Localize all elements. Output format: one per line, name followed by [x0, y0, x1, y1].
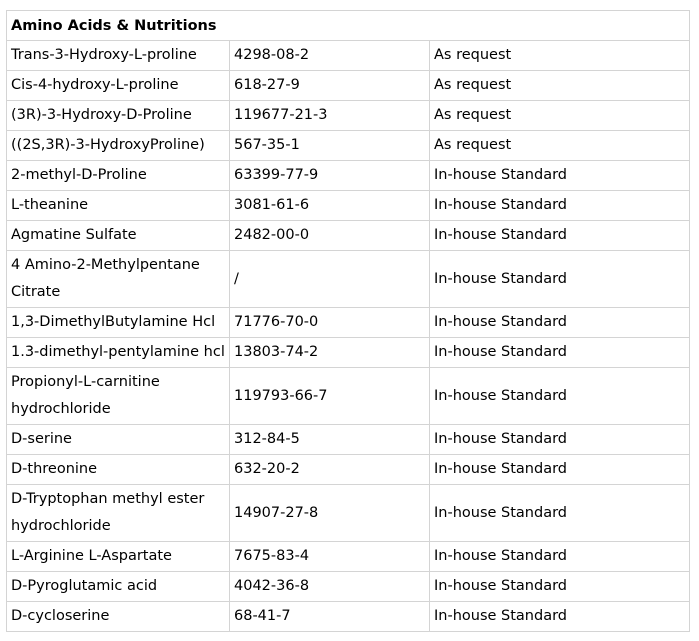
cas-number-cell: 68-41-7	[230, 602, 430, 632]
compound-name-cell: ((2S,3R)-3-HydroxyProline)	[7, 131, 230, 161]
table-row	[7, 368, 690, 425]
table-row	[7, 131, 690, 161]
cas-number-cell: 13803-74-2	[230, 338, 430, 368]
compound-name-cell: D-Tryptophan methyl ester hydrochloride	[7, 485, 230, 542]
cas-number-cell: 7675-83-4	[230, 542, 430, 572]
cas-number-cell: 618-27-9	[230, 71, 430, 101]
table-row	[7, 71, 690, 101]
compound-name-cell: Cis-4-hydroxy-L-proline	[7, 71, 230, 101]
table-row	[7, 542, 690, 572]
standard-cell: In-house Standard	[430, 602, 690, 632]
compound-name-cell: D-Pyroglutamic acid	[7, 572, 230, 602]
table-title: Amino Acids & Nutritions	[7, 11, 690, 41]
standard-cell: In-house Standard	[430, 425, 690, 455]
table-row	[7, 251, 690, 308]
standard-cell: In-house Standard	[430, 191, 690, 221]
table-row	[7, 455, 690, 485]
compound-name-cell: Propionyl-L-carnitine hydrochloride	[7, 368, 230, 425]
compound-name-cell: 2-methyl-D-Proline	[7, 161, 230, 191]
table-title-row	[7, 11, 690, 41]
compound-name-cell: D-cycloserine	[7, 602, 230, 632]
standard-cell: In-house Standard	[430, 161, 690, 191]
standard-cell: In-house Standard	[430, 542, 690, 572]
standard-cell: As request	[430, 71, 690, 101]
compound-name-cell: L-theanine	[7, 191, 230, 221]
table-row	[7, 221, 690, 251]
table-row	[7, 191, 690, 221]
cas-number-cell: 4298-08-2	[230, 41, 430, 71]
standard-cell: In-house Standard	[430, 251, 690, 308]
product-table	[6, 10, 690, 632]
compound-name-cell: Trans-3-Hydroxy-L-proline	[7, 41, 230, 71]
table-row	[7, 485, 690, 542]
standard-cell: In-house Standard	[430, 368, 690, 425]
cas-number-cell: 63399-77-9	[230, 161, 430, 191]
table-row	[7, 101, 690, 131]
standard-cell: In-house Standard	[430, 221, 690, 251]
cas-number-cell: 2482-00-0	[230, 221, 430, 251]
cas-number-cell: 119793-66-7	[230, 368, 430, 425]
compound-name-cell: D-threonine	[7, 455, 230, 485]
table-row	[7, 425, 690, 455]
table-row	[7, 308, 690, 338]
cas-number-cell: 71776-70-0	[230, 308, 430, 338]
cas-number-cell: 312-84-5	[230, 425, 430, 455]
cas-number-cell: /	[230, 251, 430, 308]
compound-name-cell: L-Arginine L-Aspartate	[7, 542, 230, 572]
table-row	[7, 338, 690, 368]
cas-number-cell: 14907-27-8	[230, 485, 430, 542]
compound-name-cell: Agmatine Sulfate	[7, 221, 230, 251]
cas-number-cell: 567-35-1	[230, 131, 430, 161]
table-row	[7, 161, 690, 191]
standard-cell: In-house Standard	[430, 572, 690, 602]
standard-cell: As request	[430, 41, 690, 71]
cas-number-cell: 632-20-2	[230, 455, 430, 485]
cas-number-cell: 4042-36-8	[230, 572, 430, 602]
standard-cell: In-house Standard	[430, 308, 690, 338]
product-table-container	[6, 10, 689, 632]
table-row	[7, 602, 690, 632]
compound-name-cell: 1,3-DimethylButylamine Hcl	[7, 308, 230, 338]
table-row	[7, 41, 690, 71]
table-row	[7, 572, 690, 602]
cas-number-cell: 3081-61-6	[230, 191, 430, 221]
compound-name-cell: (3R)-3-Hydroxy-D-Proline	[7, 101, 230, 131]
standard-cell: As request	[430, 101, 690, 131]
compound-name-cell: 1.3-dimethyl-pentylamine hcl	[7, 338, 230, 368]
compound-name-cell: 4 Amino-2-Methylpentane Citrate	[7, 251, 230, 308]
cas-number-cell: 119677-21-3	[230, 101, 430, 131]
standard-cell: In-house Standard	[430, 455, 690, 485]
standard-cell: In-house Standard	[430, 338, 690, 368]
standard-cell: In-house Standard	[430, 485, 690, 542]
standard-cell: As request	[430, 131, 690, 161]
compound-name-cell: D-serine	[7, 425, 230, 455]
